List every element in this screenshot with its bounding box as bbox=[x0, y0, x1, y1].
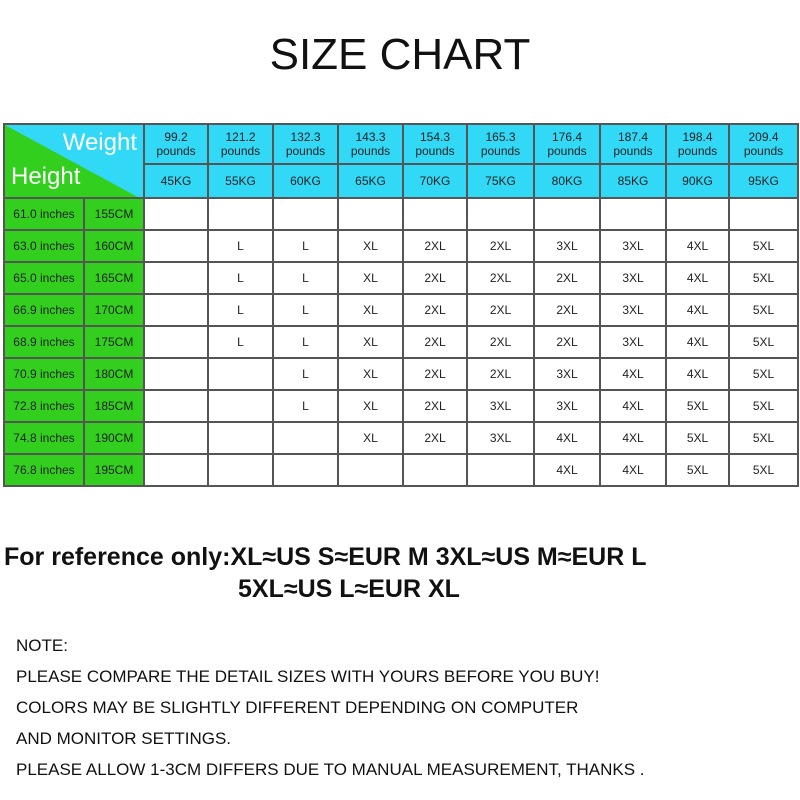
size-cell: 5XL bbox=[666, 390, 729, 422]
weight-kg-header: 75KG bbox=[467, 164, 534, 198]
size-cell bbox=[403, 454, 467, 486]
size-cell: 4XL bbox=[600, 422, 666, 454]
size-cell bbox=[273, 198, 338, 230]
size-cell bbox=[273, 454, 338, 486]
weight-pounds-value: 209.4 bbox=[748, 130, 779, 144]
pounds-unit: pounds bbox=[743, 144, 784, 158]
note-line: COLORS MAY BE SLIGHTLY DIFFERENT DEPENDING ON COMPUTER bbox=[16, 698, 579, 717]
table-row bbox=[4, 262, 798, 294]
weight-kg-header: 45KG bbox=[144, 164, 208, 198]
size-cell: 4XL bbox=[666, 230, 729, 262]
size-cell bbox=[144, 294, 208, 326]
height-inches-cell: 63.0 inches bbox=[4, 230, 84, 262]
weight-pounds-header bbox=[338, 124, 403, 164]
size-cell: 2XL bbox=[467, 294, 534, 326]
size-cell bbox=[144, 422, 208, 454]
height-cm-cell: 190CM bbox=[84, 422, 144, 454]
notes-block bbox=[16, 630, 645, 785]
size-cell: 2XL bbox=[403, 358, 467, 390]
size-cell bbox=[144, 390, 208, 422]
size-cell: L bbox=[273, 390, 338, 422]
weight-pounds-value: 176.4 bbox=[551, 130, 583, 144]
size-cell bbox=[338, 454, 403, 486]
size-cell: 4XL bbox=[600, 390, 666, 422]
table-row bbox=[4, 326, 798, 358]
size-cell: XL bbox=[338, 390, 403, 422]
weight-pounds-value: 154.3 bbox=[419, 130, 451, 144]
size-reference-line-1: For reference only:XL≈US S≈EUR M 3XL≈US M≈EUR L bbox=[4, 543, 647, 571]
size-cell: 4XL bbox=[666, 326, 729, 358]
size-cell: 2XL bbox=[403, 326, 467, 358]
size-cell: 2XL bbox=[467, 358, 534, 390]
size-cell: 5XL bbox=[666, 422, 729, 454]
size-cell: 2XL bbox=[534, 294, 600, 326]
size-cell bbox=[144, 326, 208, 358]
size-cell bbox=[208, 390, 273, 422]
pounds-unit: pounds bbox=[480, 144, 521, 158]
size-cell: 3XL bbox=[600, 230, 666, 262]
size-cell: 2XL bbox=[403, 422, 467, 454]
weight-pounds-header bbox=[208, 124, 273, 164]
height-label: Height bbox=[11, 163, 81, 190]
size-cell: L bbox=[273, 358, 338, 390]
size-cell bbox=[208, 198, 273, 230]
size-cell bbox=[600, 198, 666, 230]
pounds-unit: pounds bbox=[285, 144, 326, 158]
size-cell: 4XL bbox=[534, 454, 600, 486]
size-cell: L bbox=[208, 294, 273, 326]
note-line: PLEASE COMPARE THE DETAIL SIZES WITH YOURS BEFORE YOU BUY! bbox=[16, 667, 600, 686]
weight-pounds-header bbox=[273, 124, 338, 164]
table-row bbox=[4, 390, 798, 422]
size-cell: 5XL bbox=[729, 454, 798, 486]
size-cell bbox=[144, 454, 208, 486]
weight-pounds-value: 198.4 bbox=[682, 130, 713, 144]
table-row bbox=[4, 454, 798, 486]
size-cell bbox=[144, 262, 208, 294]
size-cell: 4XL bbox=[600, 454, 666, 486]
size-cell: 3XL bbox=[534, 390, 600, 422]
table-row bbox=[4, 198, 798, 230]
weight-pounds-header bbox=[403, 124, 467, 164]
height-cm-cell: 165CM bbox=[84, 262, 144, 294]
weight-pounds-value: 165.3 bbox=[485, 130, 516, 144]
size-cell bbox=[403, 198, 467, 230]
weight-pounds-header bbox=[144, 124, 208, 164]
size-cell: 5XL bbox=[729, 326, 798, 358]
height-inches-cell: 70.9 inches bbox=[4, 358, 84, 390]
weight-pounds-value: 187.4 bbox=[617, 130, 649, 144]
size-cell: 2XL bbox=[467, 230, 534, 262]
note-line: AND MONITOR SETTINGS. bbox=[16, 729, 232, 748]
note-line: PLEASE ALLOW 1-3CM DIFFERS DUE TO MANUAL MEASUREMENT, THANKS . bbox=[16, 760, 645, 779]
weight-pounds-header bbox=[729, 124, 798, 164]
size-cell: 2XL bbox=[403, 390, 467, 422]
size-cell: 2XL bbox=[534, 326, 600, 358]
weight-pounds-header bbox=[600, 124, 666, 164]
table-row bbox=[4, 358, 798, 390]
size-cell bbox=[208, 358, 273, 390]
size-cell: 3XL bbox=[600, 262, 666, 294]
size-cell bbox=[467, 454, 534, 486]
weight-kg-header: 85KG bbox=[600, 164, 666, 198]
size-cell bbox=[338, 198, 403, 230]
weight-pounds-header bbox=[467, 124, 534, 164]
height-inches-cell: 76.8 inches bbox=[4, 454, 84, 486]
pounds-unit: pounds bbox=[547, 144, 587, 158]
size-cell bbox=[534, 198, 600, 230]
weight-pounds-value: 132.3 bbox=[290, 130, 321, 144]
weight-pounds-value: 99.2 bbox=[164, 130, 188, 144]
size-cell bbox=[666, 198, 729, 230]
pounds-unit: pounds bbox=[677, 144, 718, 158]
size-cell: 4XL bbox=[666, 262, 729, 294]
height-cm-cell: 175CM bbox=[84, 326, 144, 358]
size-chart-table bbox=[3, 123, 799, 487]
weight-height-corner bbox=[4, 124, 144, 198]
size-cell: 3XL bbox=[600, 326, 666, 358]
size-reference-line-2: 5XL≈US L≈EUR XL bbox=[238, 575, 460, 603]
weight-pounds-value: 143.3 bbox=[355, 130, 386, 144]
weight-label: Weight bbox=[62, 129, 137, 156]
size-cell: L bbox=[273, 294, 338, 326]
height-inches-cell: 66.9 inches bbox=[4, 294, 84, 326]
size-cell: 2XL bbox=[403, 294, 467, 326]
height-inches-cell: 72.8 inches bbox=[4, 390, 84, 422]
weight-kg-header: 55KG bbox=[208, 164, 273, 198]
size-cell bbox=[144, 230, 208, 262]
size-cell: 5XL bbox=[729, 358, 798, 390]
height-cm-cell: 155CM bbox=[84, 198, 144, 230]
size-cell: 3XL bbox=[600, 294, 666, 326]
size-cell: 5XL bbox=[666, 454, 729, 486]
size-cell: L bbox=[273, 262, 338, 294]
weight-kg-header: 70KG bbox=[403, 164, 467, 198]
table-row bbox=[4, 422, 798, 454]
weight-kg-header: 90KG bbox=[666, 164, 729, 198]
size-cell bbox=[144, 198, 208, 230]
height-cm-cell: 195CM bbox=[84, 454, 144, 486]
size-cell bbox=[729, 198, 798, 230]
size-cell: 5XL bbox=[729, 294, 798, 326]
size-cell: 3XL bbox=[467, 390, 534, 422]
pounds-unit: pounds bbox=[350, 144, 391, 158]
size-cell: L bbox=[208, 262, 273, 294]
size-cell: 4XL bbox=[666, 294, 729, 326]
weight-pounds-value: 121.2 bbox=[225, 130, 256, 144]
size-cell: 2XL bbox=[467, 262, 534, 294]
size-cell: L bbox=[273, 326, 338, 358]
size-cell bbox=[467, 198, 534, 230]
note-heading: NOTE: bbox=[16, 636, 68, 655]
size-cell: 5XL bbox=[729, 230, 798, 262]
pounds-unit: pounds bbox=[220, 144, 261, 158]
height-cm-cell: 160CM bbox=[84, 230, 144, 262]
size-cell: 2XL bbox=[403, 262, 467, 294]
table-row bbox=[4, 294, 798, 326]
size-cell: XL bbox=[338, 262, 403, 294]
size-cell: 3XL bbox=[534, 230, 600, 262]
size-cell: 5XL bbox=[729, 422, 798, 454]
size-cell: XL bbox=[338, 230, 403, 262]
height-inches-cell: 61.0 inches bbox=[4, 198, 84, 230]
weight-kg-header: 80KG bbox=[534, 164, 600, 198]
size-cell: XL bbox=[338, 326, 403, 358]
size-cell: 4XL bbox=[534, 422, 600, 454]
height-cm-cell: 180CM bbox=[84, 358, 144, 390]
size-cell: 3XL bbox=[467, 422, 534, 454]
page-title: SIZE CHART bbox=[269, 30, 531, 79]
size-cell: 5XL bbox=[729, 390, 798, 422]
size-cell: 5XL bbox=[729, 262, 798, 294]
weight-pounds-header bbox=[534, 124, 600, 164]
size-cell bbox=[208, 454, 273, 486]
height-cm-cell: 185CM bbox=[84, 390, 144, 422]
height-inches-cell: 65.0 inches bbox=[4, 262, 84, 294]
pounds-unit: pounds bbox=[613, 144, 653, 158]
size-cell: 2XL bbox=[534, 262, 600, 294]
size-cell bbox=[144, 358, 208, 390]
weight-kg-header: 65KG bbox=[338, 164, 403, 198]
size-cell: 4XL bbox=[600, 358, 666, 390]
size-cell bbox=[273, 422, 338, 454]
height-inches-cell: 74.8 inches bbox=[4, 422, 84, 454]
pounds-unit: pounds bbox=[156, 144, 196, 158]
weight-pounds-header bbox=[666, 124, 729, 164]
size-cell: XL bbox=[338, 294, 403, 326]
size-cell: 4XL bbox=[666, 358, 729, 390]
table-row bbox=[4, 230, 798, 262]
weight-kg-header: 60KG bbox=[273, 164, 338, 198]
size-cell: XL bbox=[338, 358, 403, 390]
height-cm-cell: 170CM bbox=[84, 294, 144, 326]
size-cell: 3XL bbox=[534, 358, 600, 390]
size-cell: L bbox=[273, 230, 338, 262]
size-cell: 2XL bbox=[467, 326, 534, 358]
size-cell: L bbox=[208, 230, 273, 262]
size-cell: 2XL bbox=[403, 230, 467, 262]
size-cell: XL bbox=[338, 422, 403, 454]
pounds-unit: pounds bbox=[415, 144, 455, 158]
size-cell bbox=[208, 422, 273, 454]
size-cell: L bbox=[208, 326, 273, 358]
height-inches-cell: 68.9 inches bbox=[4, 326, 84, 358]
weight-kg-header: 95KG bbox=[729, 164, 798, 198]
